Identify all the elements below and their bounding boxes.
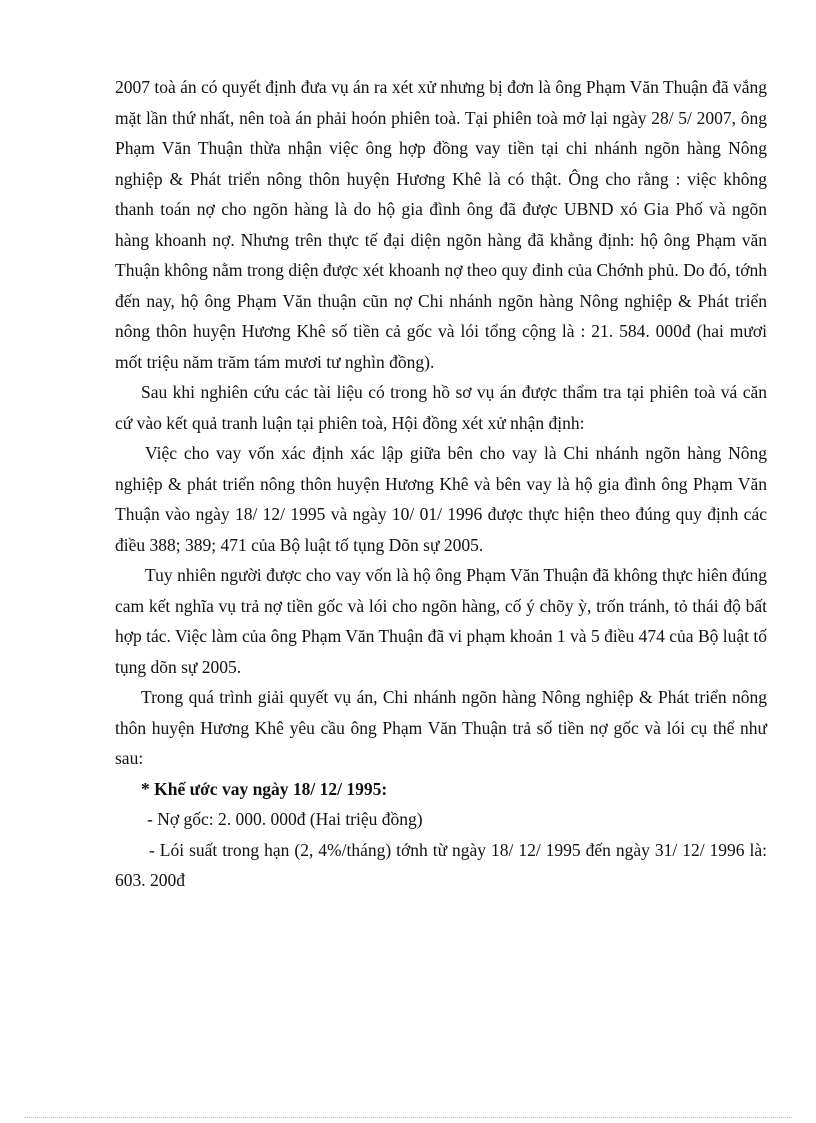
interest-item: - Lói suất trong hạn (2, 4%/tháng) tớnh từ ngày 18/ 12/ 1995 đến ngày 31/ 12/ 1996 là: 603. 200đ <box>115 839 767 890</box>
paragraph-loan-agreement: Việc cho vay vốn xác định xác lập giữa bên cho vay là Chi nhánh ngõn hàng Nông nghiệp & phát triển nông thôn huyện Hương Khê và bên vay là hộ gia đình ông Phạm Văn Thuận vào ngày 18/ 12/ 1995 và ngày 10/ 01/ 1996 được thực hiện theo đúng quy định các điều 388; 389; 471 của Bộ luật tố tụng Dõn sự 2005. <box>115 443 767 555</box>
contract-heading: * Khế ước vay ngày 18/ 12/ 1995: <box>141 778 388 799</box>
paragraph-bank-request: Trong quá trình giải quyết vụ án, Chi nhánh ngõn hàng Nông nghiệp & Phát triển nông thôn huyện Hương Khê yêu cầu ông Phạm Văn Thuận trả số tiền nợ gốc và lói cụ thể như sau: <box>115 687 767 768</box>
paragraph-research-findings: Sau khi nghiên cứu các tài liệu có trong hồ sơ vụ án được thẩm tra tại phiên toà vá căn cứ vào kết quả tranh luận tại phiên toà, Hội đồng xét xử nhận định: <box>115 382 767 433</box>
paragraph-court-hearing: 2007 toà án có quyết định đưa vụ án ra xét xử nhưng bị đơn là ông Phạm Văn Thuận đã vắng mặt lần thứ nhất, nên toà án phải hoón phiên toà. Tại phiên toà mở lại ngày 28/ 5/ 2007, ông Phạm Văn Thuận thừa nhận việc ông hợp đồng vay tiền tại chi nhánh ngõn hàng Nông nghiệp & Phát triển nông thôn huyện Hương Khê là có thật. Ông cho rằng : việc không thanh toán nợ cho ngõn hàng là do hộ gia đình ông đã được UBND xó Gia Phố và ngõn hàng khoanh nợ. Nhưng trên thực tế đại diện ngõn hàng đã khẳng định: hộ ông Phạm văn Thuận không nằm trong diện được xét khoanh nợ theo quy đinh của Chớnh phủ. Do đó, tớnh đến nay, hộ ông Phạm Văn thuận cũn nợ Chi nhánh ngõn hàng Nông nghiệp & Phát triển nông thôn huyện Hương Khê số tiền cả gốc và lói tổng cộng là : 21. 584. 000đ (hai mươi mốt triệu năm trăm tám mươi tư nghìn đồng). <box>115 77 767 372</box>
principal-debt-item: - Nợ gốc: 2. 000. 000đ (Hai triệu đồng) <box>147 809 423 829</box>
paragraph-breach-of-obligation: Tuy nhiên người được cho vay vốn là hộ ông Phạm Văn Thuận đã không thực hiên đúng cam kết nghĩa vụ trả nợ tiền gốc và lói cho ngõn hàng, cố ý chõy ỳ, trốn tránh, tỏ thái độ bất hợp tác. Việc làm của ông Phạm Văn Thuận đã vi phạm khoản 1 và 5 điều 474 của Bộ luật tố tụng dõn sự 2005. <box>115 565 767 677</box>
document-page <box>115 72 767 896</box>
page-bottom-divider <box>24 1117 792 1118</box>
